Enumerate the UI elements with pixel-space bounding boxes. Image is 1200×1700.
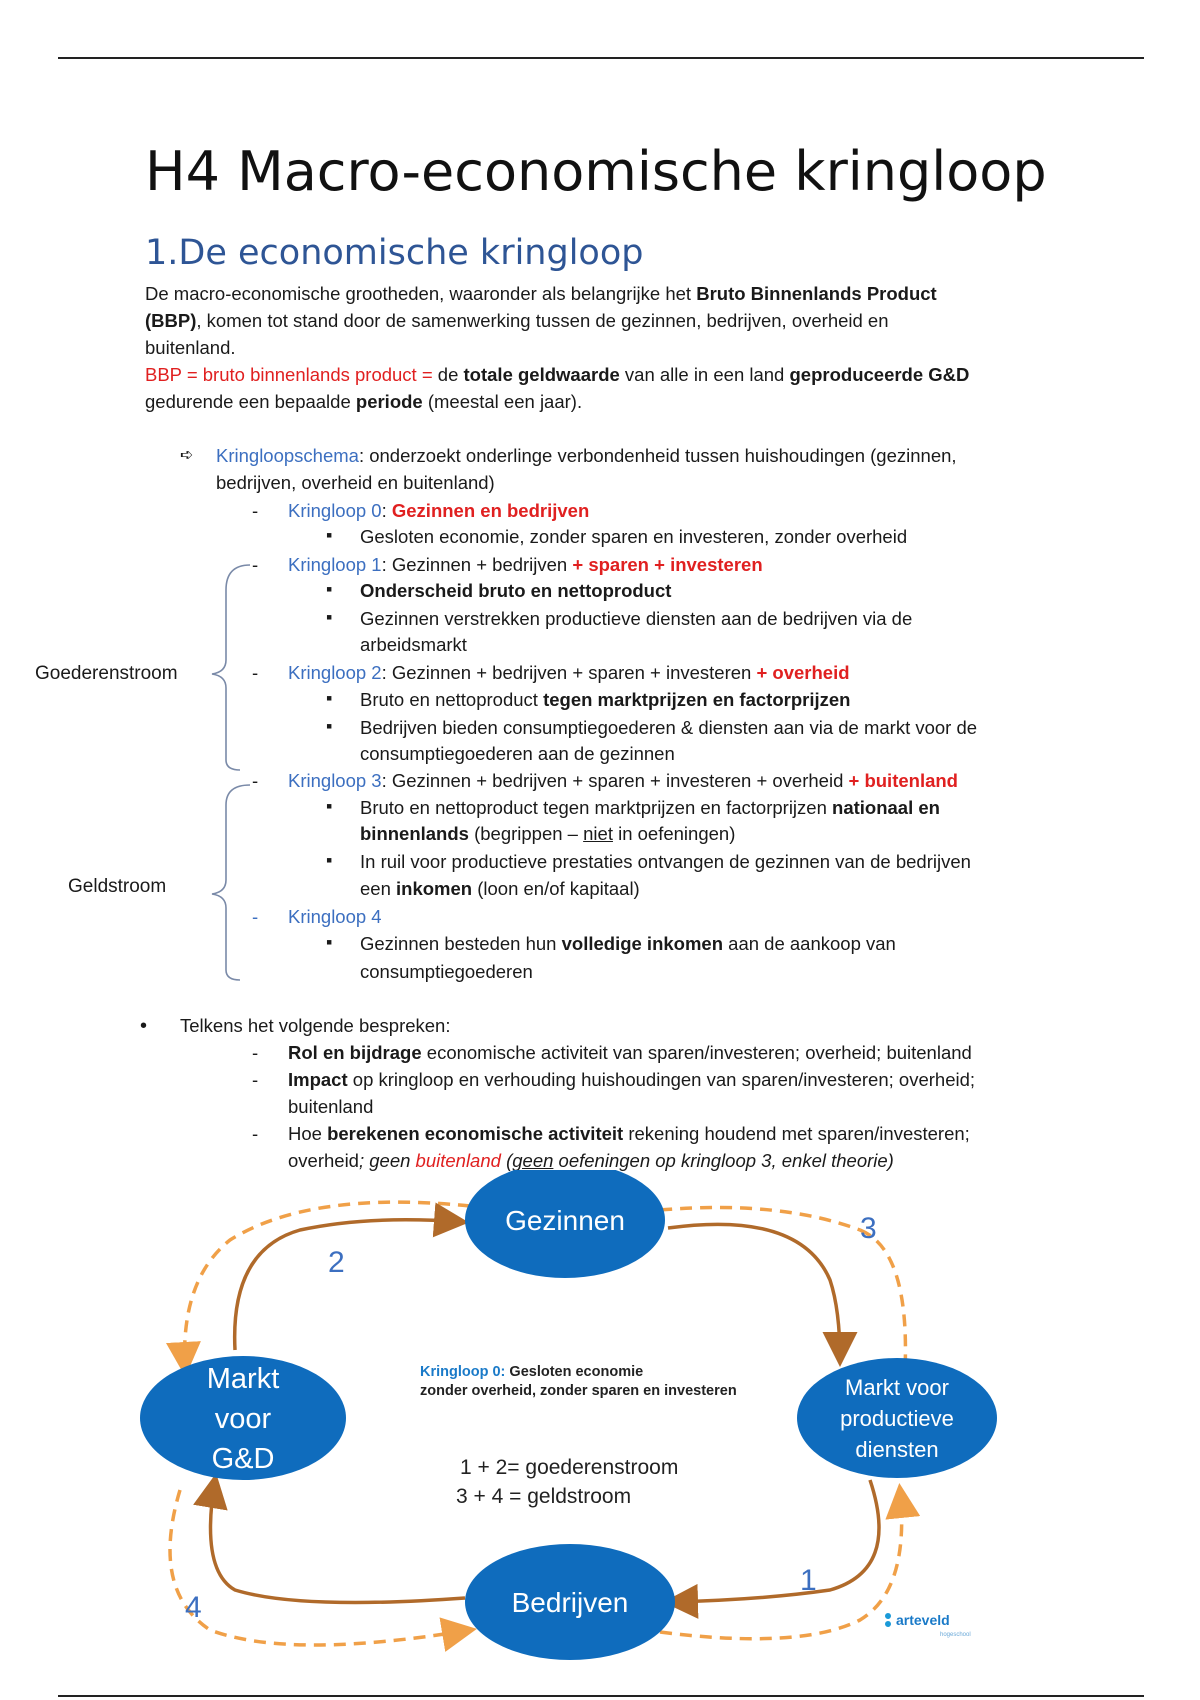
kringloop-red-text: + overheid	[756, 662, 850, 683]
node-markt-pd-label-3: diensten	[855, 1437, 939, 1462]
discussion-text: rekening houdend met sparen/investeren;	[623, 1123, 970, 1144]
kringloop-3-bullet-2-line-1: In ruil voor productieve prestaties ontvangen de gezinnen van de bedrijven	[360, 851, 971, 872]
artevelde-logo	[885, 1612, 971, 1638]
flow-number-3: 3	[860, 1212, 877, 1245]
money-flow-label: Geldstroom	[68, 876, 167, 897]
brace-diagram	[200, 560, 260, 990]
kringloop-label: Kringloop 3	[288, 770, 382, 791]
dash-bullet: -	[252, 906, 259, 927]
kringloop-1-bullet-2-line-2: arbeidsmarkt	[360, 634, 467, 655]
flow-arrow-1	[670, 1480, 879, 1602]
logo-text: arteveld	[896, 1612, 950, 1628]
discussion-text: op kringloop en verhouding huishoudingen van sparen/investeren; overheid;	[347, 1069, 976, 1090]
goods-brace	[212, 565, 250, 770]
kringloop-1-heading	[288, 551, 763, 578]
intro-line-2	[145, 307, 889, 334]
bullet-text: (loon en/of kapitaal)	[472, 878, 640, 899]
definition-text: gedurende een bepaalde	[145, 391, 356, 412]
square-bullet: ▪	[326, 716, 333, 736]
kringloop-3-bullet-1-line-1	[360, 794, 940, 821]
kringloop-1-bullet-1	[360, 577, 671, 604]
kringloop-red-text: + sparen + investeren	[572, 554, 763, 575]
bottom-rule	[58, 1695, 1144, 1697]
dash-bullet: -	[252, 1042, 259, 1063]
discussion-item-2-line-1	[288, 1066, 975, 1093]
intro-line-3	[145, 334, 236, 361]
kringloop-label: Kringloop 0	[288, 500, 382, 521]
bullet-bold: binnenlands	[360, 823, 469, 844]
schema-term: Kringloopschema	[216, 445, 359, 466]
discussion-item-3-line-1	[288, 1120, 970, 1147]
kringloop-4-bullet-1-line-2: consumptiegoederen	[360, 961, 533, 982]
kringloop-2-bullet-1	[360, 686, 850, 713]
discussion-italic: (	[500, 1150, 513, 1171]
kringloop-text: : Gezinnen + bedrijven + sparen + investeren	[381, 662, 757, 683]
dash-bullet: -	[252, 662, 259, 683]
dash-bullet: -	[252, 1069, 259, 1090]
discussion-bold: berekenen economische activiteit	[327, 1123, 624, 1144]
discussion-italic: oefeningen op kringloop 3, enkel theorie)	[553, 1150, 894, 1171]
bullet-text: aan de aankoop van	[723, 933, 896, 954]
discussion-intro: Telkens het volgende bespreken:	[180, 1015, 451, 1036]
kringloop-1-bullet-2-line-1: Gezinnen verstrekken productieve diensten aan de bedrijven via de	[360, 608, 913, 629]
schema-text: : onderzoekt onderlinge verbondenheid tussen huishoudingen (gezinnen,	[358, 445, 957, 466]
node-markt-gd-label-2: voor	[214, 1403, 272, 1435]
definition-bold: periode	[355, 391, 423, 412]
kringloop-4-bullet-1-line-1	[360, 930, 896, 957]
diagram-caption-label: Kringloop 0:	[420, 1364, 506, 1380]
node-markt-gd-label-1: Markt	[206, 1363, 280, 1395]
discussion-item-2-line-2: buitenland	[288, 1096, 374, 1117]
flow-number-4: 4	[185, 1591, 202, 1624]
definition-bold: totale geldwaarde	[463, 364, 620, 385]
kringloop-label: Kringloop 4	[288, 906, 382, 927]
definition-text: (meestal een jaar).	[422, 391, 583, 412]
intro-line-1	[145, 280, 937, 307]
kringloop-3-bullet-1-line-2	[360, 820, 735, 847]
flow-arrow-solid-bottom-left	[211, 1480, 466, 1603]
dash-bullet: -	[252, 554, 259, 575]
discussion-italic-red: buitenland	[415, 1150, 501, 1171]
square-bullet: ▪	[326, 932, 333, 952]
kringloop-2-bullet-2-line-2: consumptiegoederen aan de gezinnen	[360, 743, 675, 764]
bullet-text: (begrippen –	[468, 823, 584, 844]
square-bullet: ▪	[326, 688, 333, 708]
bullet-bold: volledige inkomen	[561, 933, 724, 954]
intro-text: , komen tot stand door de samenwerking tussen de gezinnen, bedrijven, overheid en	[196, 310, 889, 331]
bullet-text: Gezinnen besteden hun	[360, 933, 562, 954]
discussion-bold: Impact	[288, 1069, 348, 1090]
diagram-caption-line-1	[420, 1364, 643, 1380]
dash-bullet: -	[252, 500, 259, 521]
square-bullet: ▪	[326, 579, 333, 599]
kringloop-label: Kringloop 1	[288, 554, 382, 575]
dash-bullet: -	[252, 770, 259, 791]
bullet-bold: nationaal en	[832, 797, 940, 818]
bullet-text: een	[360, 878, 397, 899]
bullet-text: Bruto en nettoproduct	[360, 689, 544, 710]
discussion-bold: Rol en bijdrage	[288, 1042, 422, 1063]
top-rule	[58, 57, 1144, 59]
diagram-legend-1: 1 + 2= goederenstroom	[460, 1456, 679, 1479]
kringloop-4-heading	[288, 903, 382, 930]
intro-text: De macro-economische grootheden, waaronder als belangrijke het	[145, 283, 697, 304]
flow-arrow-2	[235, 1220, 462, 1350]
flow-number-2: 2	[328, 1246, 345, 1279]
intro-text: buitenland.	[145, 337, 236, 358]
round-bullet: •	[140, 1015, 148, 1037]
bullet-text: in oefeningen)	[612, 823, 736, 844]
section-title: 1.De economische kringloop	[145, 233, 644, 273]
page-title: H4 Macro-economische kringloop	[145, 140, 1047, 203]
logo-subtext: hogeschool	[940, 1632, 971, 1638]
node-markt-gd-label-3: G&D	[211, 1443, 275, 1475]
intro-bbp-abbr: (BBP)	[145, 310, 197, 331]
kringloop-red-text: + buitenland	[848, 770, 958, 791]
discussion-text: Hoe	[288, 1123, 328, 1144]
kringloop-3-heading	[288, 767, 958, 794]
bullet-bold: Onderscheid bruto en nettoproduct	[360, 580, 672, 601]
square-bullet: ▪	[326, 850, 333, 870]
money-brace	[212, 785, 250, 980]
bullet-underline: niet	[583, 823, 613, 844]
kringloop-colon: :	[381, 500, 392, 521]
schema-line-2	[216, 469, 495, 496]
kringloop-text: : Gezinnen + bedrijven	[381, 554, 573, 575]
bullet-bold: tegen marktprijzen en factorprijzen	[543, 689, 851, 710]
flow-arrow-3b	[860, 1230, 905, 1370]
goods-flow-label: Goederenstroom	[35, 663, 178, 684]
kringloop-2-bullet-2-line-1: Bedrijven bieden consumptiegoederen & diensten aan via de markt voor de	[360, 717, 978, 738]
bbp-definition-term: BBP = bruto binnenlands product =	[145, 364, 438, 385]
schema-text: bedrijven, overheid en buitenland)	[216, 472, 495, 493]
node-markt-pd-label-2: productieve	[840, 1406, 954, 1431]
dash-bullet: -	[252, 1123, 259, 1144]
kringloop-red-text: Gezinnen en bedrijven	[391, 500, 590, 521]
intro-bbp-bold: Bruto Binnenlands Product	[696, 283, 937, 304]
flow-arrow-solid-top-right	[668, 1224, 840, 1360]
diagram-legend-2: 3 + 4 = geldstroom	[456, 1485, 632, 1508]
square-bullet: ▪	[326, 796, 333, 816]
kringloop-0-heading	[288, 497, 589, 524]
node-gezinnen-label: Gezinnen	[505, 1205, 625, 1236]
node-bedrijven-label: Bedrijven	[511, 1587, 629, 1618]
kringloop-text: : Gezinnen + bedrijven + sparen + investeren + overheid	[381, 770, 849, 791]
definition-bold: geproduceerde G&D	[789, 364, 970, 385]
square-bullet: ▪	[326, 607, 333, 627]
discussion-item-1	[288, 1039, 972, 1066]
definition-text: van alle in een land	[619, 364, 790, 385]
kringloop-3-bullet-2-line-2	[360, 875, 640, 902]
square-bullet: ▪	[326, 525, 333, 545]
schema-line-1	[216, 442, 957, 469]
bbp-definition-line-1	[145, 361, 969, 388]
kringloop-0-bullet-1: Gesloten economie, zonder sparen en investeren, zonder overheid	[360, 526, 908, 547]
discussion-text: economische activiteit van sparen/investeren; overheid; buitenland	[421, 1042, 972, 1063]
discussion-text: overheid	[288, 1150, 359, 1171]
arrow-bullet-icon: ➪	[180, 447, 194, 464]
diagram-caption-text: Gesloten economie	[505, 1364, 644, 1380]
bullet-text: Bruto en nettoproduct tegen marktprijzen en factorprijzen	[360, 797, 833, 818]
kringloop-label: Kringloop 2	[288, 662, 382, 683]
bullet-bold: inkomen	[396, 878, 473, 899]
circular-flow-diagram	[140, 1170, 1000, 1660]
definition-text: de	[437, 364, 464, 385]
flow-number-1: 1	[800, 1564, 817, 1597]
flow-arrow-dash-top-left	[185, 1202, 470, 1370]
kringloop-2-heading	[288, 659, 850, 686]
discussion-italic: ; geen	[358, 1150, 416, 1171]
bbp-definition-line-2	[145, 388, 582, 415]
flow-arrow-dash-bottom-right	[660, 1490, 902, 1639]
diagram-caption-line-2: zonder overheid, zonder sparen en investeren	[420, 1383, 737, 1399]
discussion-italic-underline: geen	[512, 1150, 554, 1171]
node-markt-pd-label-1: Markt voor	[845, 1375, 949, 1400]
